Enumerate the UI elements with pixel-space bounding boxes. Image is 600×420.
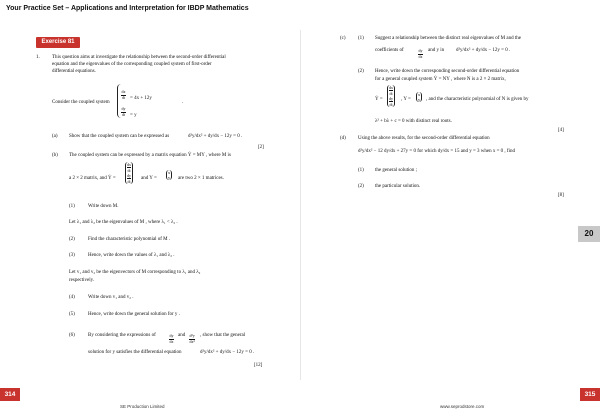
- c1-text-3: and y in: [428, 48, 445, 53]
- c1-dydx-num: dy: [418, 48, 423, 54]
- b5-text: Hence, write down the general solution for y .: [88, 312, 180, 317]
- b4-label: (4): [69, 295, 75, 300]
- part-d-marks: [8]: [558, 193, 564, 198]
- question-number: 1.: [36, 55, 40, 60]
- system-eq-1-rhs: = 4x + 12y: [130, 96, 152, 101]
- part-b-label: (b): [52, 153, 58, 158]
- b6-text: By considering the expressions of: [88, 333, 156, 338]
- y-dot-dy-num: dy: [127, 173, 131, 178]
- part-a-text: Show that the coupled system can be expressed as: [69, 134, 170, 139]
- b6-dydx: [169, 330, 174, 348]
- d1-text: the general solution ;: [375, 168, 418, 173]
- right-page-number: 315: [580, 388, 600, 401]
- c2-label: (2): [358, 69, 364, 74]
- c2-text-2: for a general coupled system Ẏ = NY , where N is a 2 × 2 matrix,: [375, 77, 506, 82]
- let-eigenvectors-2: respectively.: [69, 278, 95, 283]
- c1-text-2: coefficients of: [375, 48, 404, 53]
- url-footer: www.seprodstore.com: [440, 404, 485, 409]
- d1-label: (1): [358, 168, 364, 173]
- b6-dydx-num: dy: [169, 333, 174, 339]
- c1-equation: d²y/dx² + dy/dx − 12y = 0 .: [456, 48, 511, 53]
- c2-dy-num: dy: [389, 96, 393, 101]
- chapter-tab: 20: [578, 226, 600, 242]
- let-eigenvalues: Let λ₁ and λ₂ be the eigenvalues of M , where λ₁ < λ₂ .: [69, 220, 178, 225]
- exercise-label: Exercise 81: [36, 37, 80, 48]
- dy-den: dt: [121, 111, 126, 117]
- part-c-label: (c): [340, 36, 346, 41]
- c2-y-matrix-x: x: [418, 92, 421, 97]
- b6-equation: d²y/dx² + dy/dx − 12y = 0 .: [200, 350, 255, 355]
- b6-d2ydx2: [189, 330, 195, 348]
- system-period: .: [182, 100, 184, 105]
- part-b-text: The coupled system can be expressed by a matrix equation Ẏ = MY , where M is: [69, 153, 231, 158]
- y-matrix: [166, 170, 172, 180]
- dx-num: dx: [121, 89, 126, 95]
- running-header: Your Practice Set – Applications and Interpretation for IBDP Mathematics: [6, 5, 249, 12]
- b3-label: (3): [69, 253, 75, 258]
- system-eq-1: [121, 86, 152, 104]
- y-dot-matrix: [125, 162, 133, 184]
- dx-den: dt: [121, 94, 126, 100]
- c2-ydot-label: Ẏ =: [375, 97, 383, 102]
- let-eigenvectors: Let v₁ and v₂ be the eigenvectors of M corresponding to λ₁ and λ₂: [69, 270, 201, 275]
- d2-label: (2): [358, 184, 364, 189]
- page-divider: [300, 30, 301, 380]
- c2-dy-den: dt: [389, 102, 393, 107]
- y-dot-dx-num: dx: [127, 162, 131, 167]
- y-matrix-x: x: [168, 170, 171, 175]
- y-dot-dx-den: dt: [127, 168, 131, 173]
- b6-text-2: solution for y satisfies the differential equation: [88, 350, 182, 355]
- b6-dydx-den: dx: [169, 338, 174, 344]
- c2-y-label: , Y =: [401, 97, 411, 102]
- intro-line-1: This question aims at investigate the relationship between the second-order differential: [52, 55, 226, 60]
- c1-dydx: [418, 45, 423, 63]
- part-a-label: (a): [52, 134, 58, 139]
- part-b-text-2: a 2 × 2 matrix, and Ẏ =: [69, 176, 116, 181]
- b6-text-and: and: [178, 333, 186, 338]
- publisher-footer: SE Production Limited: [120, 404, 165, 409]
- part-a-equation: d²y/dx² + dy/dx − 12y = 0 .: [188, 134, 243, 139]
- part-c-marks: [4]: [558, 128, 564, 133]
- y-dot-dy-den: dt: [127, 179, 131, 184]
- c2-y-matrix-y: y: [418, 97, 421, 102]
- c2-dx-num: dx: [389, 85, 393, 90]
- part-b-marks: [12]: [254, 363, 263, 368]
- b1-label: (1): [69, 204, 75, 209]
- part-b-text-4: are two 2 × 1 matrices.: [178, 176, 224, 181]
- b2-text: Find the characteristic polynomial of M .: [88, 237, 171, 242]
- c2-text-4: λ² + bλ + c = 0 with distinct real roots.: [375, 119, 452, 124]
- b2-label: (2): [69, 237, 75, 242]
- part-b-text-3: and Y =: [141, 176, 157, 181]
- b1-text: Write down M.: [88, 204, 119, 209]
- b5-label: (5): [69, 312, 75, 317]
- intro-line-2: equation and the eigenvalues of the corresponding coupled system of first-order: [52, 62, 212, 67]
- c2-text: Hence, write down the corresponding second-order differential equation: [375, 69, 520, 74]
- c1-dydx-den: dx: [418, 53, 423, 59]
- b6-label: (6): [69, 333, 75, 338]
- c2-dx-den: dt: [389, 91, 393, 96]
- part-d-equation: d²y/dx² − 12 dy/dx + 27y = 0 for which dy/dx = 15 and y = 3 when x = 0 , find: [358, 149, 515, 154]
- part-a-marks: [2]: [258, 145, 264, 150]
- d2-text: the particular solution.: [375, 184, 421, 189]
- c2-text-3: , and the characteristic polynomial of N is given by: [426, 97, 529, 102]
- c2-y-dot-matrix: [387, 85, 395, 107]
- system-eq-2: [121, 103, 137, 121]
- y-matrix-y: y: [168, 175, 171, 180]
- c1-label: (1): [358, 36, 364, 41]
- b4-text: Write down v₁ and v₂ .: [88, 295, 134, 300]
- b3-text: Hence, write down the values of λ₁ and λ₂ .: [88, 253, 175, 258]
- dy-num: dy: [121, 106, 126, 112]
- consider-text: Consider the coupled system: [52, 100, 110, 105]
- b6-d2y-num: d²y: [189, 333, 195, 339]
- part-d-label: (d): [340, 136, 346, 141]
- intro-line-3: differential equations.: [52, 69, 96, 74]
- system-eq-2-rhs: = y: [130, 113, 137, 118]
- left-page-number: 314: [0, 388, 20, 401]
- c1-text: Suggest a relationship between the distinct real eigenvalues of M and the: [375, 36, 521, 41]
- b6-text-c: , show that the general: [200, 333, 246, 338]
- c2-y-matrix: [416, 92, 422, 102]
- b6-d2y-den: dx²: [189, 338, 195, 344]
- part-d-text: Using the above results, for the second-order differential equation: [358, 136, 490, 141]
